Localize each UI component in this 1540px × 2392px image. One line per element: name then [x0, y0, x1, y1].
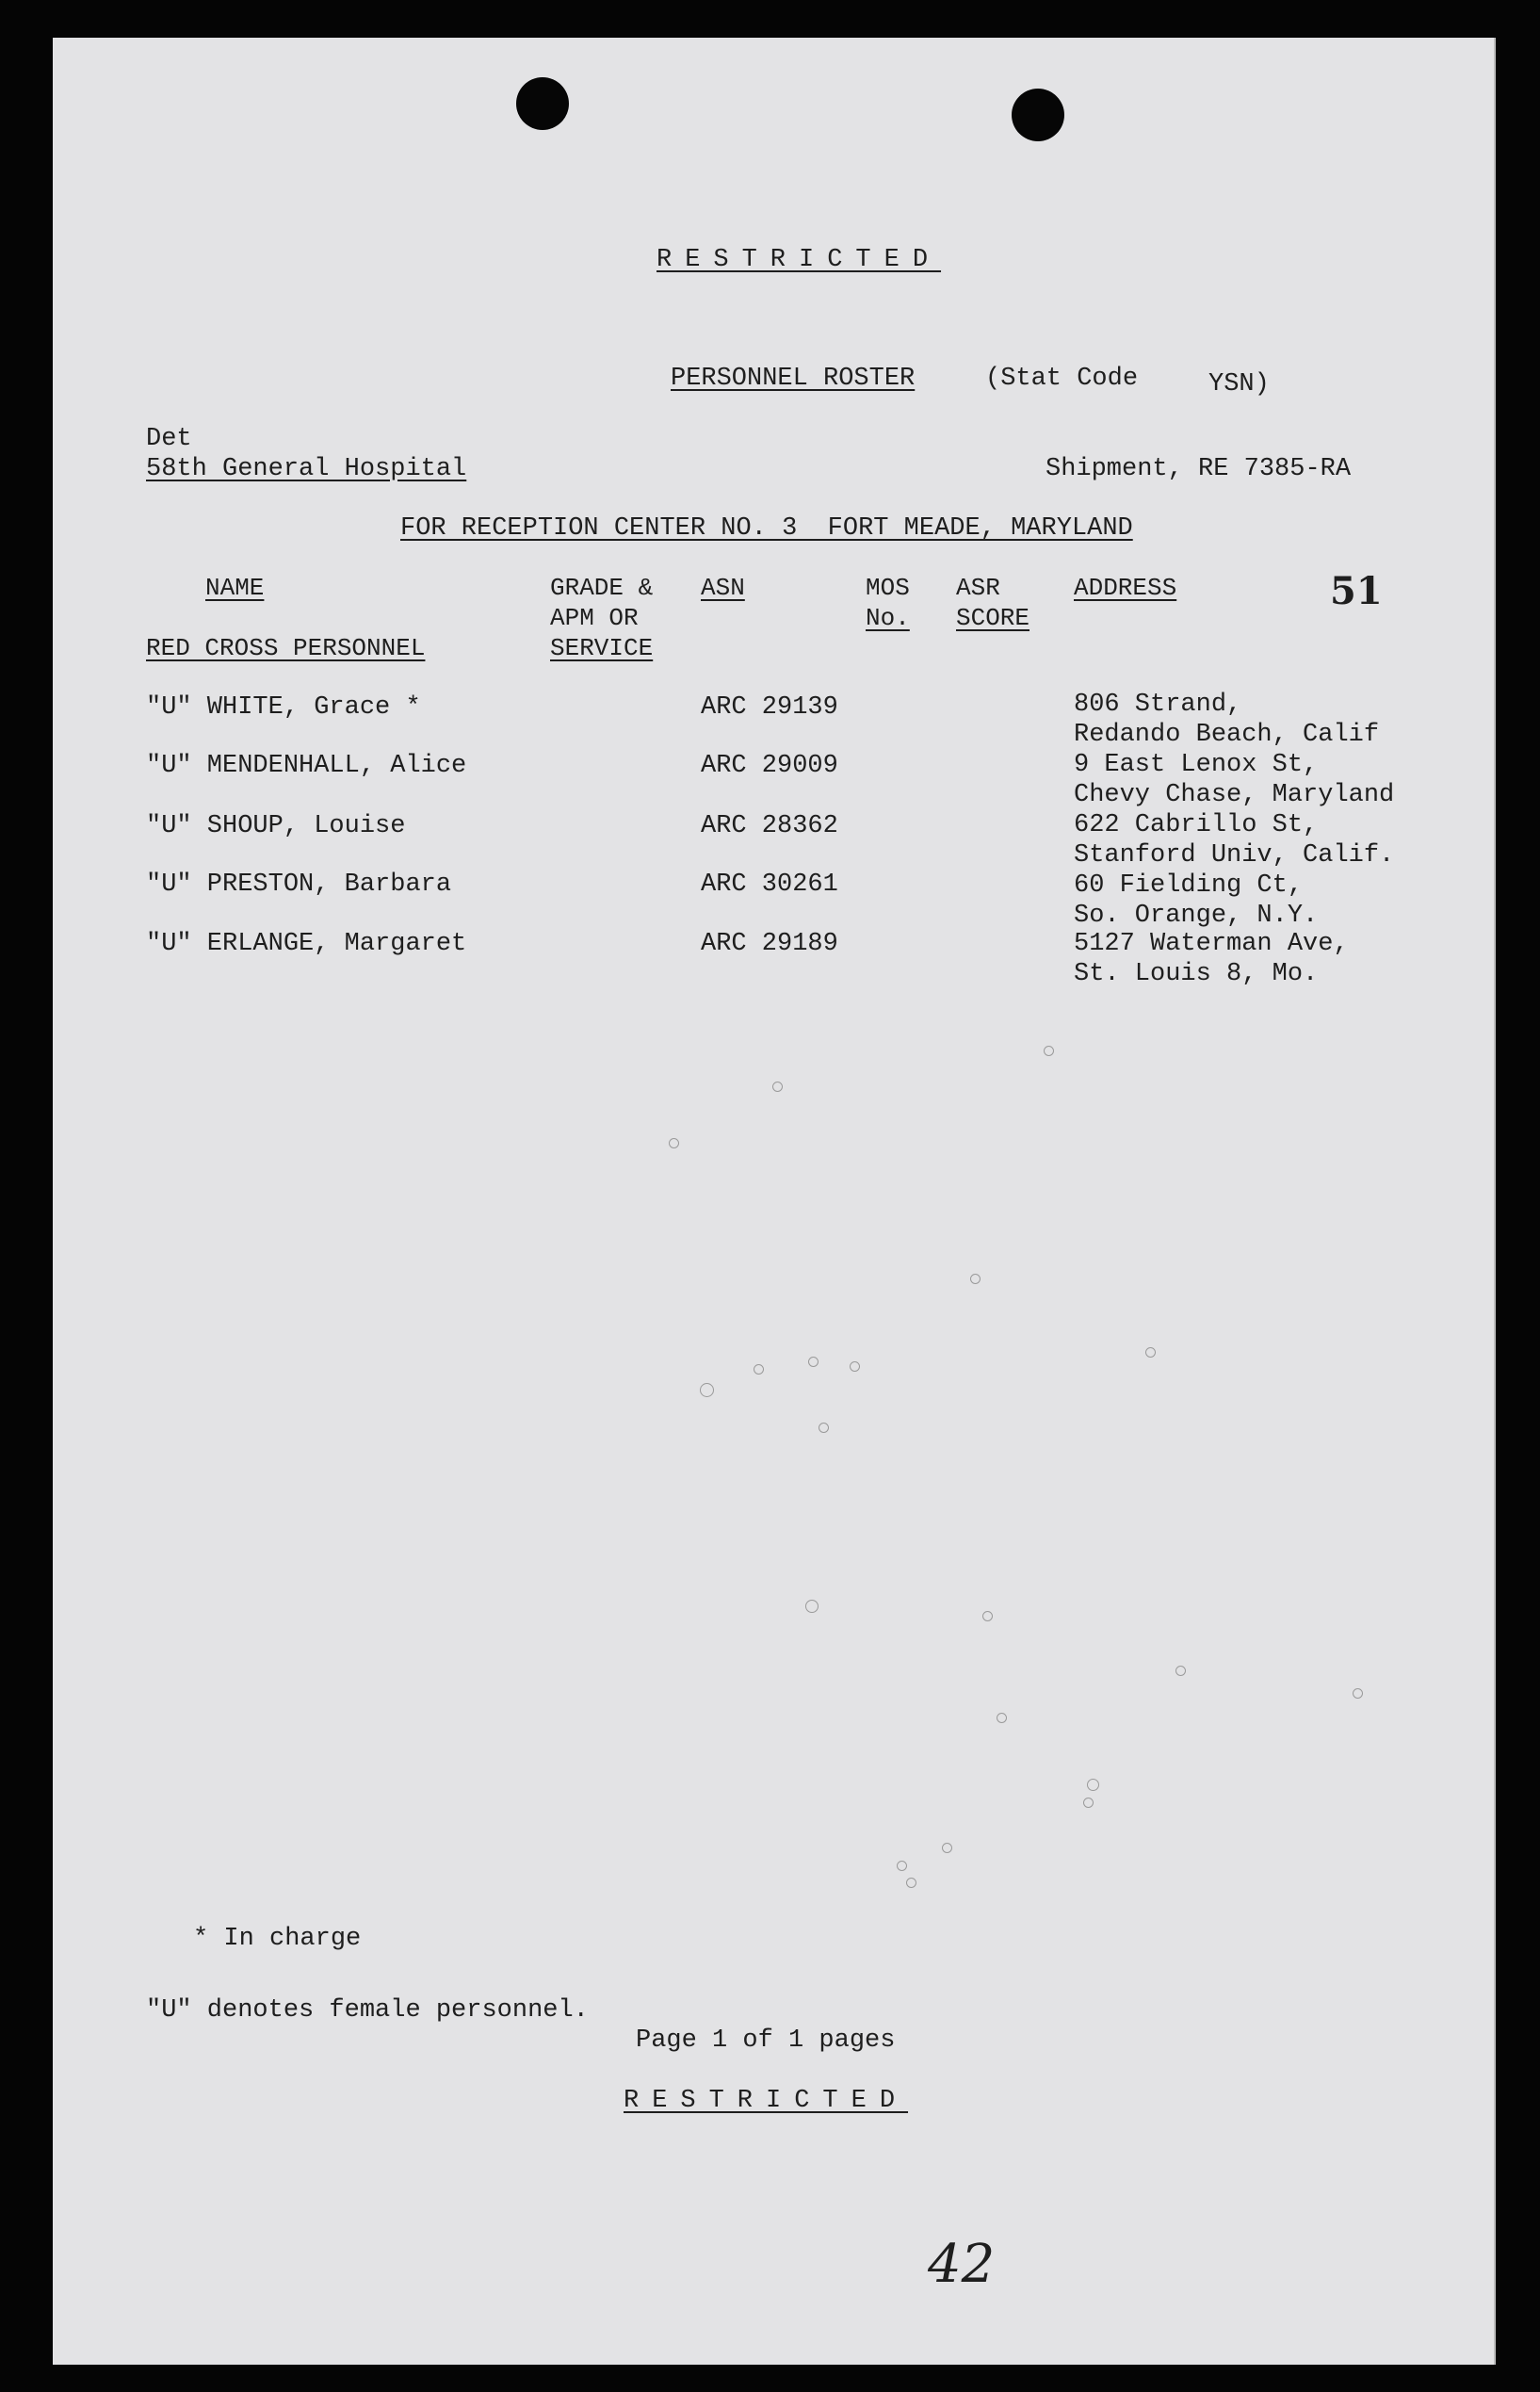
punch-hole: [1012, 89, 1064, 141]
row-name: "U" ERLANGE, Margaret: [146, 930, 467, 958]
paper-speck: [942, 1843, 952, 1853]
handwritten-number: 42: [928, 2234, 996, 2295]
row-asn: ARC 30261: [701, 871, 838, 899]
row-address-line1: 60 Fielding Ct,: [1074, 871, 1304, 900]
paper-speck: [850, 1361, 860, 1372]
paper-speck: [808, 1357, 819, 1367]
row-name: "U" MENDENHALL, Alice: [146, 752, 467, 780]
row-address-line1: 622 Cabrillo St,: [1074, 811, 1319, 839]
paper-speck: [700, 1383, 714, 1397]
col-name: NAME: [205, 574, 265, 602]
col-address: ADDRESS: [1074, 574, 1177, 602]
paper-speck: [1083, 1798, 1094, 1808]
col-asr-2: SCORE: [956, 604, 1030, 632]
row-address-line2: Stanford Univ, Calif.: [1074, 841, 1395, 870]
paper-speck: [1145, 1347, 1156, 1358]
paper-speck: [805, 1600, 819, 1613]
row-asn: ARC 29189: [701, 930, 838, 958]
section-red-cross: RED CROSS PERSONNEL: [146, 634, 426, 662]
col-grade-3: SERVICE: [550, 634, 654, 662]
paper-speck: [1175, 1666, 1186, 1676]
in-charge-note: * In charge: [193, 1925, 362, 1953]
roster-title: PERSONNEL ROSTER: [671, 365, 916, 393]
paper-speck: [897, 1861, 907, 1871]
paper-speck: [1353, 1688, 1363, 1699]
paper-speck: [997, 1713, 1007, 1723]
row-name: "U" SHOUP, Louise: [146, 812, 406, 840]
paper-speck: [1087, 1779, 1099, 1791]
paper-speck: [906, 1878, 916, 1888]
row-address-line1: 5127 Waterman Ave,: [1074, 930, 1349, 958]
col-asn: ASN: [701, 574, 745, 602]
row-address-line2: Redando Beach, Calif: [1074, 721, 1380, 749]
reception-center: FOR RECEPTION CENTER NO. 3 FORT MEADE, MARYLAND: [400, 514, 1133, 543]
stat-code-label: (Stat Code: [985, 365, 1139, 393]
restricted-header: RESTRICTED: [657, 246, 942, 274]
shipment-number: Shipment, RE 7385-RA: [1046, 455, 1352, 483]
punch-hole: [516, 77, 569, 130]
paper-speck: [982, 1611, 993, 1621]
female-personnel-note: "U" denotes female personnel.: [146, 1996, 589, 2025]
col-asr-1: ASR: [956, 574, 1000, 602]
col-grade-2: APM OR: [550, 604, 639, 632]
paper-speck: [772, 1082, 783, 1092]
paper-speck: [819, 1423, 829, 1433]
paper-speck: [754, 1364, 764, 1375]
row-address-line2: So. Orange, N.Y.: [1074, 902, 1319, 930]
col-grade-1: GRADE &: [550, 574, 654, 602]
row-asn: ARC 29139: [701, 693, 838, 722]
page-number: Page 1 of 1 pages: [636, 2026, 896, 2055]
stat-code-value: YSN): [1208, 370, 1270, 399]
row-address-line2: St. Louis 8, Mo.: [1074, 960, 1319, 988]
paper-speck: [970, 1274, 981, 1284]
restricted-footer: RESTRICTED: [624, 2087, 909, 2115]
row-name: "U" WHITE, Grace *: [146, 693, 421, 722]
col-mos-1: MOS: [866, 574, 910, 602]
det-label: Det: [146, 425, 192, 453]
col-mos-2: No.: [866, 604, 910, 632]
row-address-line1: 9 East Lenox St,: [1074, 751, 1319, 779]
row-address-line2: Chevy Chase, Maryland: [1074, 781, 1395, 809]
row-asn: ARC 29009: [701, 752, 838, 780]
paper-speck: [1044, 1046, 1054, 1056]
paper-speck: [669, 1138, 679, 1148]
row-address-line1: 806 Strand,: [1074, 691, 1242, 719]
row-name: "U" PRESTON, Barbara: [146, 871, 452, 899]
unit-name: 58th General Hospital: [146, 455, 467, 483]
row-asn: ARC 28362: [701, 812, 838, 840]
stamp-number: 51: [1330, 569, 1383, 613]
